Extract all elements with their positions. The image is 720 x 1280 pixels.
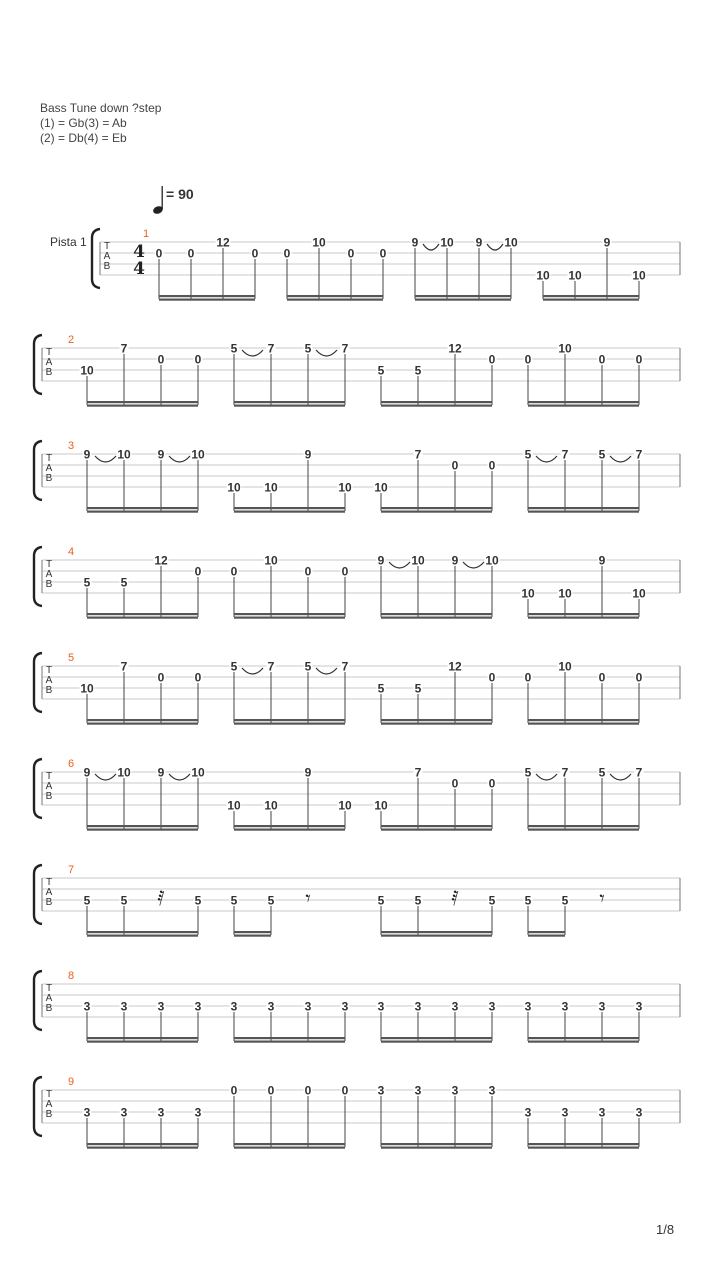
slur — [536, 456, 557, 462]
fret-number: 7 — [561, 447, 569, 462]
fret-number: 10 — [504, 235, 518, 250]
beam — [381, 405, 492, 407]
fret-number: 10 — [191, 765, 205, 780]
fret-number: 0 — [635, 670, 643, 685]
tab-clef-letter: T — [45, 771, 53, 782]
fret-number: 0 — [379, 246, 387, 261]
system-bracket — [34, 971, 42, 1030]
fret-number: 9 — [157, 447, 165, 462]
fret-number: 9 — [83, 447, 91, 462]
tab-clef-letter: A — [45, 887, 53, 898]
fret-number: 5 — [267, 893, 275, 908]
beam — [234, 1147, 345, 1149]
beam — [159, 299, 255, 301]
fret-number: 7 — [341, 341, 349, 356]
beam — [415, 295, 511, 297]
fret-number: 5 — [524, 447, 532, 462]
tab-clef-letter: A — [45, 463, 53, 474]
beam — [381, 511, 492, 513]
fret-number: 3 — [488, 999, 496, 1014]
slur — [389, 562, 410, 568]
fret-number: 12 — [448, 659, 462, 674]
fret-number: 5 — [120, 893, 128, 908]
fret-number: 0 — [598, 352, 606, 367]
time-signature-bottom: 4 — [133, 259, 145, 279]
slur — [536, 774, 557, 780]
fret-number: 3 — [194, 999, 202, 1014]
fret-number: 0 — [488, 776, 496, 791]
slur — [423, 244, 439, 250]
slur — [95, 774, 116, 780]
fret-number: 0 — [451, 776, 459, 791]
fret-number: 10 — [485, 553, 499, 568]
beam — [87, 719, 198, 721]
fret-number: 5 — [304, 341, 312, 356]
system-bracket — [34, 547, 42, 606]
beam — [381, 507, 492, 509]
beam — [234, 405, 345, 407]
fret-number: 10 — [558, 586, 572, 601]
slur — [316, 350, 337, 356]
fret-number: 3 — [451, 999, 459, 1014]
bar-number: 5 — [68, 652, 75, 664]
system-bracket — [34, 441, 42, 500]
fret-number: 10 — [374, 480, 388, 495]
beam — [159, 295, 255, 297]
beam — [528, 613, 639, 615]
beam — [234, 1041, 345, 1043]
beam — [234, 825, 345, 827]
tab-clef-letter: T — [45, 453, 53, 464]
beam — [528, 507, 639, 509]
beam — [381, 723, 492, 725]
fret-number: 7 — [341, 659, 349, 674]
fret-number: 9 — [475, 235, 483, 250]
beam — [234, 507, 345, 509]
rest-symbol: 𝅀 — [157, 886, 165, 910]
fret-number: 0 — [524, 670, 532, 685]
beam — [87, 1143, 198, 1145]
fret-number: 10 — [411, 553, 425, 568]
bar-number: 3 — [68, 440, 75, 452]
fret-number: 9 — [83, 765, 91, 780]
tempo-value: = 90 — [166, 186, 194, 202]
fret-number: 10 — [80, 681, 94, 696]
tab-system — [34, 440, 680, 513]
fret-number: 7 — [414, 765, 422, 780]
fret-number: 9 — [603, 235, 611, 250]
fret-number: 5 — [230, 341, 238, 356]
beam — [543, 299, 639, 301]
fret-number: 10 — [632, 268, 646, 283]
fret-number: 9 — [157, 765, 165, 780]
fret-number: 9 — [451, 553, 459, 568]
fret-number: 7 — [267, 341, 275, 356]
fret-number: 9 — [304, 447, 312, 462]
system-bracket — [92, 229, 100, 288]
slur — [610, 456, 631, 462]
beam — [528, 1041, 639, 1043]
beam — [528, 401, 639, 403]
beam — [234, 613, 345, 615]
fret-number: 0 — [187, 246, 195, 261]
fret-number: 5 — [488, 893, 496, 908]
tab-clef-letter: B — [45, 685, 53, 696]
bar-number: 2 — [68, 334, 75, 346]
fret-number: 0 — [341, 1083, 349, 1098]
beam — [528, 935, 565, 937]
beam — [234, 1037, 345, 1039]
fret-number: 9 — [377, 553, 385, 568]
fret-number: 0 — [488, 352, 496, 367]
rest-symbol: 𝄾 — [305, 886, 311, 910]
beam — [234, 1143, 345, 1145]
system-bracket — [34, 759, 42, 818]
tab-system — [34, 758, 680, 831]
fret-number: 7 — [635, 765, 643, 780]
fret-number: 5 — [83, 575, 91, 590]
beam — [381, 613, 492, 615]
beam — [234, 617, 345, 619]
bar-number: 4 — [68, 546, 75, 558]
tab-clef-letter: T — [45, 559, 53, 570]
tab-clef-letter: A — [45, 675, 53, 686]
fret-number: 0 — [157, 670, 165, 685]
fret-number: 7 — [267, 659, 275, 674]
beam — [234, 511, 345, 513]
fret-number: 10 — [440, 235, 454, 250]
tab-system — [92, 228, 680, 301]
fret-number: 5 — [230, 659, 238, 674]
fret-number: 5 — [414, 681, 422, 696]
beam — [87, 723, 198, 725]
beam — [415, 299, 511, 301]
fret-number: 7 — [414, 447, 422, 462]
rest-symbol: 𝄾 — [599, 886, 605, 910]
beam — [234, 723, 345, 725]
beam — [543, 295, 639, 297]
fret-number: 12 — [448, 341, 462, 356]
fret-number: 0 — [194, 352, 202, 367]
fret-number: 0 — [347, 246, 355, 261]
fret-number: 3 — [524, 1105, 532, 1120]
beam — [87, 829, 198, 831]
fret-number: 10 — [227, 480, 241, 495]
beam — [87, 1147, 198, 1149]
fret-number: 5 — [83, 893, 91, 908]
tab-clef-letter: B — [45, 791, 53, 802]
fret-number: 5 — [230, 893, 238, 908]
fret-number: 5 — [598, 447, 606, 462]
tab-clef-letter: B — [45, 367, 53, 378]
fret-number: 3 — [83, 1105, 91, 1120]
fret-number: 3 — [524, 999, 532, 1014]
slur — [463, 562, 484, 568]
page-number: 1/8 — [656, 1222, 675, 1237]
tab-system — [34, 970, 680, 1043]
fret-number: 10 — [117, 765, 131, 780]
tab-clef-letter: T — [45, 877, 53, 888]
beam — [287, 295, 383, 297]
beam — [87, 511, 198, 513]
beam — [234, 829, 345, 831]
tab-clef-letter: A — [45, 781, 53, 792]
fret-number: 0 — [230, 1083, 238, 1098]
fret-number: 5 — [414, 363, 422, 378]
fret-number: 10 — [536, 268, 550, 283]
fret-number: 5 — [377, 363, 385, 378]
fret-number: 10 — [338, 480, 352, 495]
fret-number: 0 — [283, 246, 291, 261]
fret-number: 3 — [488, 1083, 496, 1098]
fret-number: 10 — [264, 480, 278, 495]
beam — [234, 719, 345, 721]
tab-system — [34, 334, 680, 407]
fret-number: 7 — [120, 341, 128, 356]
fret-number: 10 — [338, 798, 352, 813]
beam — [528, 825, 639, 827]
beam — [528, 1143, 639, 1145]
fret-number: 3 — [377, 1083, 385, 1098]
fret-number: 3 — [120, 999, 128, 1014]
beam — [87, 825, 198, 827]
tuning-line-3: (2) = Db(4) = Eb — [40, 131, 127, 145]
fret-number: 3 — [598, 999, 606, 1014]
fret-number: 10 — [191, 447, 205, 462]
fret-number: 10 — [632, 586, 646, 601]
track-name: Pista 1 — [50, 235, 87, 249]
slur — [487, 244, 503, 250]
tab-system — [34, 864, 680, 937]
fret-number: 10 — [374, 798, 388, 813]
fret-number: 10 — [264, 553, 278, 568]
fret-number: 0 — [155, 246, 163, 261]
beam — [234, 401, 345, 403]
beam — [87, 405, 198, 407]
beam — [528, 1147, 639, 1149]
system-bracket — [34, 335, 42, 394]
fret-number: 3 — [635, 999, 643, 1014]
fret-number: 7 — [120, 659, 128, 674]
fret-number: 0 — [488, 670, 496, 685]
beam — [87, 935, 198, 937]
slur — [610, 774, 631, 780]
fret-number: 3 — [194, 1105, 202, 1120]
beam — [528, 723, 639, 725]
fret-number: 3 — [414, 1083, 422, 1098]
tab-clef-letter: B — [45, 897, 53, 908]
tab-clef-letter: T — [103, 241, 111, 252]
fret-number: 5 — [377, 681, 385, 696]
fret-number: 5 — [524, 893, 532, 908]
fret-number: 5 — [414, 893, 422, 908]
bar-number: 1 — [143, 228, 150, 240]
tab-clef-letter: T — [45, 665, 53, 676]
beam — [381, 829, 492, 831]
beam — [528, 405, 639, 407]
fret-number: 3 — [414, 999, 422, 1014]
fret-number: 0 — [635, 352, 643, 367]
slur — [169, 774, 190, 780]
beam — [381, 1143, 492, 1145]
slur — [242, 350, 263, 356]
beam — [381, 931, 492, 933]
fret-number: 3 — [157, 999, 165, 1014]
fret-number: 5 — [120, 575, 128, 590]
tab-clef-letter: B — [45, 473, 53, 484]
fret-number: 3 — [304, 999, 312, 1014]
fret-number: 3 — [598, 1105, 606, 1120]
fret-number: 3 — [635, 1105, 643, 1120]
slur — [316, 668, 337, 674]
tab-clef-letter: A — [103, 251, 111, 262]
fret-number: 3 — [120, 1105, 128, 1120]
tab-clef-letter: A — [45, 569, 53, 580]
fret-number: 0 — [194, 670, 202, 685]
tab-system — [34, 546, 680, 619]
tab-system — [34, 652, 680, 725]
fret-number: 0 — [341, 564, 349, 579]
beam — [287, 299, 383, 301]
beam — [381, 825, 492, 827]
bar-number: 9 — [68, 1076, 75, 1088]
fret-number: 12 — [216, 235, 230, 250]
beam — [87, 931, 198, 933]
beam — [381, 935, 492, 937]
fret-number: 10 — [312, 235, 326, 250]
tab-clef-letter: T — [45, 347, 53, 358]
beam — [87, 1037, 198, 1039]
tab-clef-letter: B — [103, 261, 111, 272]
beam — [528, 931, 565, 933]
fret-number: 0 — [194, 564, 202, 579]
fret-number: 7 — [635, 447, 643, 462]
beam — [381, 401, 492, 403]
system-bracket — [34, 865, 42, 924]
beam — [87, 613, 198, 615]
fret-number: 7 — [561, 765, 569, 780]
beam — [528, 511, 639, 513]
tab-clef-letter: B — [45, 1109, 53, 1120]
fret-number: 3 — [341, 999, 349, 1014]
beam — [381, 1041, 492, 1043]
fret-number: 3 — [561, 1105, 569, 1120]
fret-number: 3 — [377, 999, 385, 1014]
fret-number: 0 — [267, 1083, 275, 1098]
fret-number: 5 — [598, 765, 606, 780]
fret-number: 9 — [598, 553, 606, 568]
fret-number: 5 — [524, 765, 532, 780]
fret-number: 9 — [304, 765, 312, 780]
fret-number: 3 — [157, 1105, 165, 1120]
fret-number: 3 — [561, 999, 569, 1014]
bar-number: 6 — [68, 758, 75, 770]
fret-number: 10 — [117, 447, 131, 462]
fret-number: 0 — [488, 458, 496, 473]
beam — [381, 1037, 492, 1039]
tab-clef-letter: T — [45, 1089, 53, 1100]
tuning-line-1: Bass Tune down ?step — [40, 101, 162, 115]
fret-number: 10 — [80, 363, 94, 378]
system-bracket — [34, 653, 42, 712]
beam — [381, 719, 492, 721]
fret-number: 0 — [157, 352, 165, 367]
rest-symbol: 𝅀 — [451, 886, 459, 910]
fret-number: 5 — [377, 893, 385, 908]
tab-system — [34, 1076, 680, 1149]
bar-number: 8 — [68, 970, 75, 982]
tab-clef-letter: T — [45, 983, 53, 994]
fret-number: 5 — [561, 893, 569, 908]
tab-clef-letter: A — [45, 1099, 53, 1110]
beam — [528, 719, 639, 721]
time-signature-top: 4 — [133, 242, 145, 262]
fret-number: 10 — [558, 659, 572, 674]
slur — [95, 456, 116, 462]
system-bracket — [34, 1077, 42, 1136]
beam — [87, 1041, 198, 1043]
tab-clef-letter: A — [45, 357, 53, 368]
fret-number: 0 — [451, 458, 459, 473]
fret-number: 0 — [304, 564, 312, 579]
fret-number: 3 — [267, 999, 275, 1014]
tab-clef-letter: B — [45, 1003, 53, 1014]
beam — [381, 617, 492, 619]
beam — [234, 935, 271, 937]
fret-number: 0 — [598, 670, 606, 685]
beam — [87, 401, 198, 403]
fret-number: 0 — [524, 352, 532, 367]
slur — [242, 668, 263, 674]
fret-number: 0 — [230, 564, 238, 579]
beam — [87, 617, 198, 619]
fret-number: 3 — [451, 1083, 459, 1098]
tab-clef-letter: A — [45, 993, 53, 1004]
fret-number: 5 — [194, 893, 202, 908]
fret-number: 10 — [521, 586, 535, 601]
beam — [234, 931, 271, 933]
bar-number: 7 — [68, 864, 75, 876]
fret-number: 10 — [558, 341, 572, 356]
fret-number: 5 — [304, 659, 312, 674]
fret-number: 3 — [230, 999, 238, 1014]
beam — [87, 507, 198, 509]
beam — [381, 1147, 492, 1149]
beam — [528, 617, 639, 619]
fret-number: 9 — [411, 235, 419, 250]
tuning-line-2: (1) = Gb(3) = Ab — [40, 116, 127, 130]
fret-number: 0 — [251, 246, 259, 261]
tab-clef-letter: B — [45, 579, 53, 590]
fret-number: 12 — [154, 553, 168, 568]
fret-number: 10 — [227, 798, 241, 813]
fret-number: 0 — [304, 1083, 312, 1098]
beam — [528, 829, 639, 831]
fret-number: 3 — [83, 999, 91, 1014]
fret-number: 10 — [568, 268, 582, 283]
slur — [169, 456, 190, 462]
beam — [528, 1037, 639, 1039]
fret-number: 10 — [264, 798, 278, 813]
